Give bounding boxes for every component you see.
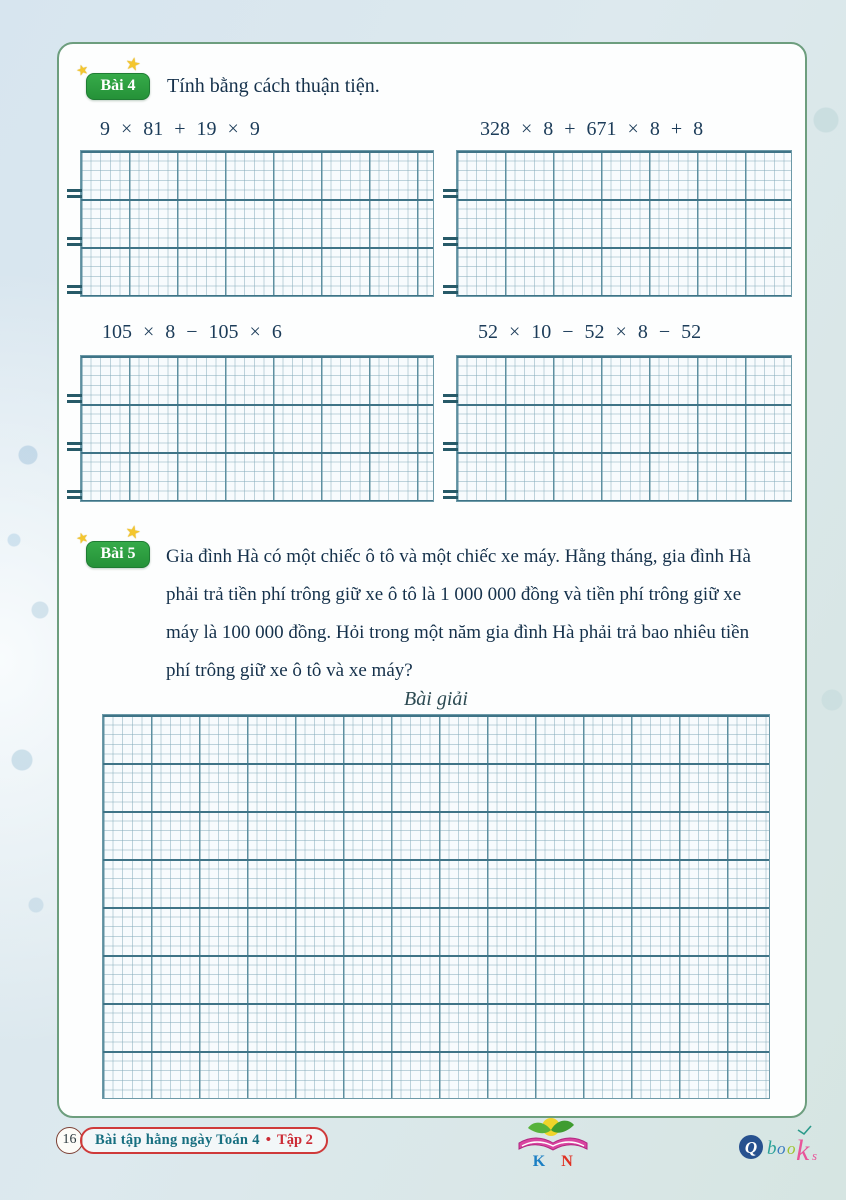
equals-mark <box>443 394 458 403</box>
exercise5-problem-text <box>166 538 802 690</box>
series-title-pill <box>80 1127 328 1154</box>
problem-text-line: phí trông giữ xe ô tô và xe máy? <box>166 660 413 681</box>
series-volume: Tập 2 <box>277 1132 313 1148</box>
qbooks-letter-b: b <box>767 1138 777 1159</box>
qbooks-logo <box>736 1120 826 1177</box>
answer-grid-problem-3 <box>80 355 434 502</box>
exercise4-badge-label: Bài 4 <box>100 77 136 94</box>
answer-grid-problem-4 <box>456 355 792 502</box>
problem-4-expression: 52 × 10 − 52 × 8 − 52 <box>478 321 702 343</box>
equals-mark <box>443 285 458 294</box>
equals-mark <box>443 237 458 246</box>
bird-icon <box>798 1126 811 1134</box>
qbooks-letter-o: o <box>787 1139 796 1158</box>
qbooks-letter-k: k <box>796 1134 810 1167</box>
exercise5-badge-label: Bài 5 <box>100 545 136 562</box>
problem-text-line: Gia đình Hà có một chiếc ô tô và một chiếc xe máy. Hằng tháng, gia đình Hà <box>166 546 751 567</box>
exercise5-badge <box>75 523 150 568</box>
answer-grid-problem-2 <box>456 150 792 297</box>
equals-mark <box>67 442 82 451</box>
kn-letter-n: N <box>561 1153 573 1170</box>
equals-mark <box>443 442 458 451</box>
star-icon: ★ <box>75 61 90 79</box>
problem-1-expression: 9 × 81 + 19 × 9 <box>100 118 260 140</box>
exercise4-title: Tính bằng cách thuận tiện. <box>167 75 380 97</box>
equals-mark <box>67 237 82 246</box>
worksheet-page <box>57 42 807 1118</box>
qbooks-letter-o: o <box>777 1139 786 1158</box>
star-icon: ★ <box>75 529 90 547</box>
qbooks-letter-s: s <box>812 1148 818 1163</box>
star-icon: ★ <box>124 523 142 543</box>
answer-grid-problem-1 <box>80 150 434 297</box>
page-number: 16 <box>56 1127 83 1154</box>
series-title: Bài tập hằng ngày Toán 4 <box>95 1132 260 1148</box>
publisher-kn-logo <box>513 1116 597 1175</box>
star-icon: ★ <box>124 55 142 75</box>
equals-mark <box>443 490 458 499</box>
equals-mark <box>67 285 82 294</box>
problem-2-expression: 328 × 8 + 671 × 8 + 8 <box>480 118 704 140</box>
problem-3-expression: 105 × 8 − 105 × 6 <box>102 321 282 343</box>
qbooks-letter-q: Q <box>744 1138 758 1157</box>
problem-text-line: máy là 100 000 đồng. Hỏi trong một năm gia đình Hà phải trả bao nhiêu tiền <box>166 622 750 643</box>
open-book-icon <box>519 1138 587 1150</box>
equals-mark <box>443 189 458 198</box>
problem-text-line: phải trả tiền phí trông giữ xe ô tô là 1 000 000 đồng và tiền phí trông giữ xe <box>166 584 742 605</box>
kn-letter-k: K <box>532 1153 546 1170</box>
answer-grid-exercise5 <box>102 714 770 1099</box>
equals-mark <box>67 189 82 198</box>
equals-mark <box>67 490 82 499</box>
exercise4-badge <box>75 55 150 100</box>
solution-heading: Bài giải <box>404 688 468 710</box>
series-separator: • <box>265 1132 272 1148</box>
equals-mark <box>67 394 82 403</box>
